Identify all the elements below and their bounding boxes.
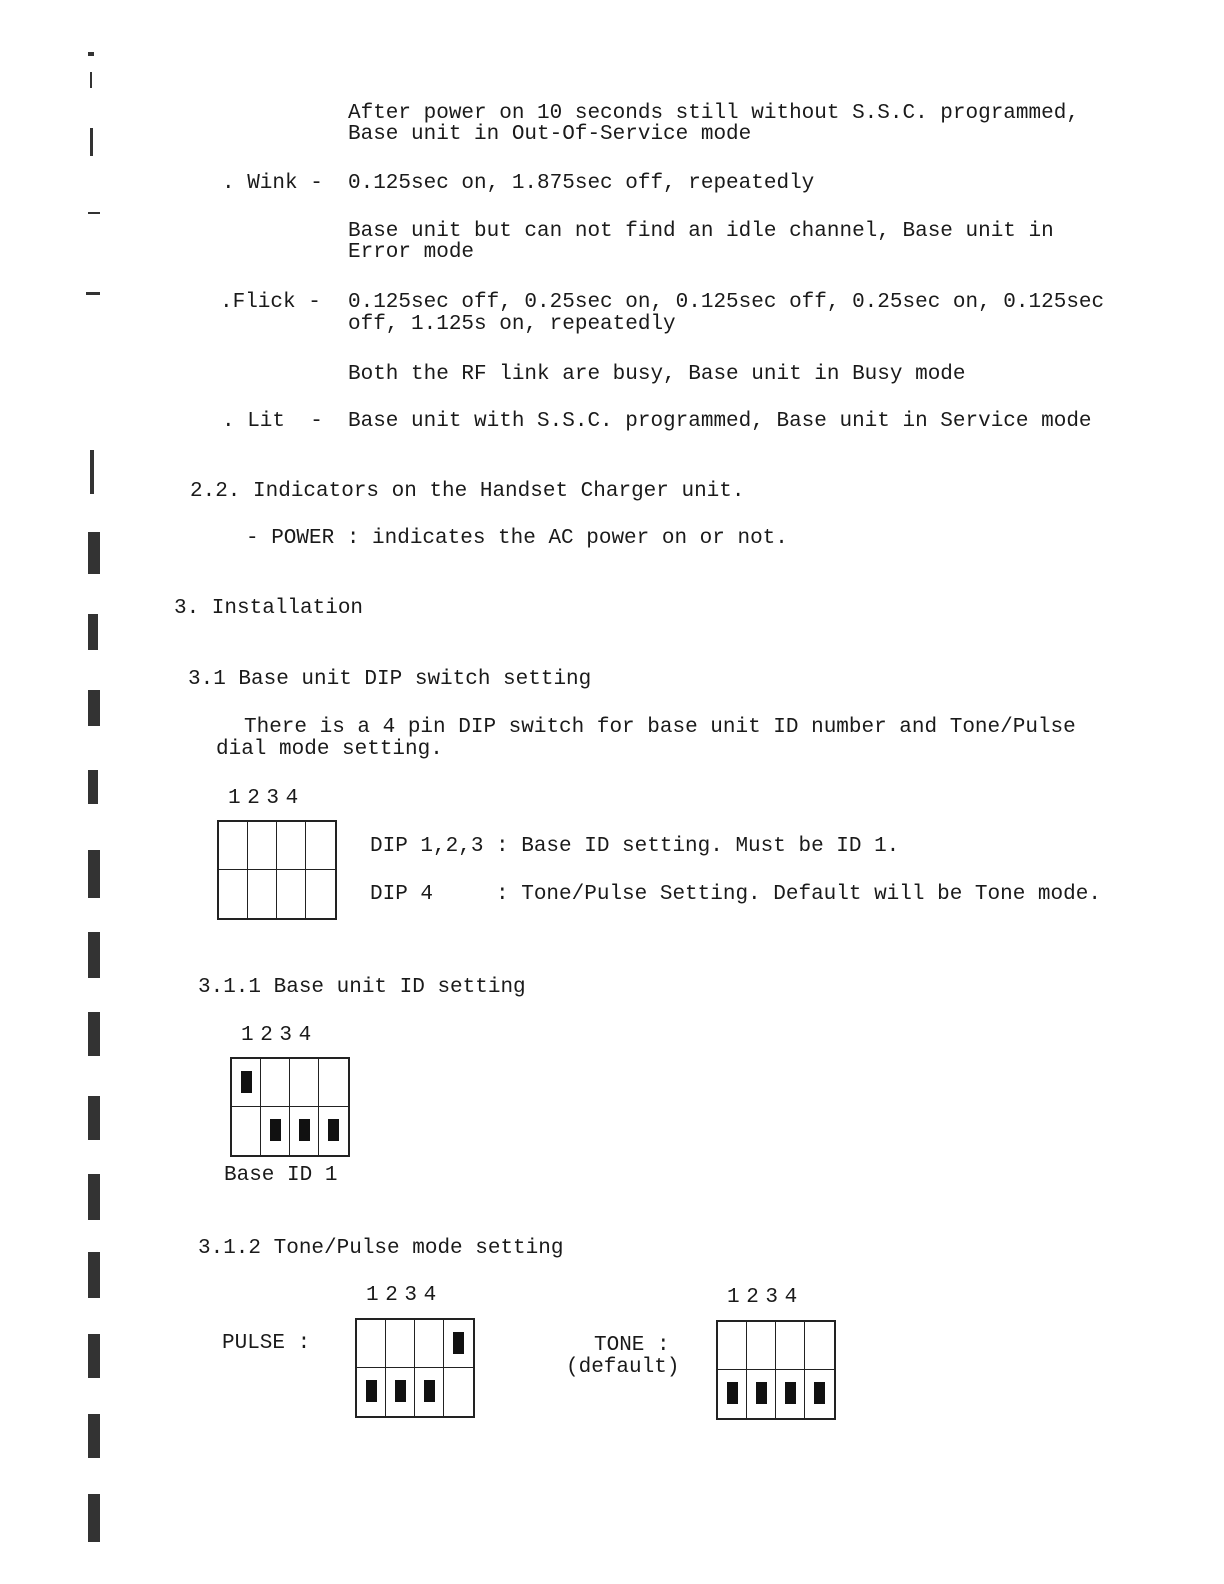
dip-switch-legend-cell bbox=[306, 822, 335, 870]
switch-knob-pin-2 bbox=[395, 1380, 406, 1402]
lit-label: . Lit - bbox=[222, 410, 323, 433]
tone-default-label: (default) bbox=[566, 1356, 680, 1379]
dip-switch-base-id-cell bbox=[232, 1059, 261, 1107]
lit-text: Base unit with S.S.C. programmed, Base unit in Service mode bbox=[348, 410, 1092, 433]
switch-knob-pin-1 bbox=[366, 1380, 377, 1402]
dip-switch-pulse-cell bbox=[415, 1368, 444, 1416]
switch-knob-pin-3 bbox=[424, 1380, 435, 1402]
section-3-1-2-heading: 3.1.2 Tone/Pulse mode setting bbox=[198, 1237, 564, 1260]
dip-switch-base-id-cell bbox=[261, 1107, 290, 1155]
dip-switch-legend-cell bbox=[248, 870, 277, 918]
switch-knob-pin-2 bbox=[756, 1382, 767, 1404]
dip-switch-base-id-cell bbox=[290, 1059, 319, 1107]
dip-switch-base-id bbox=[230, 1057, 350, 1157]
tone-label: TONE : bbox=[594, 1334, 670, 1357]
pulse-label: PULSE : bbox=[222, 1332, 311, 1355]
dip-switch-tone bbox=[716, 1320, 836, 1420]
dip-switch-tone-cell bbox=[718, 1370, 747, 1418]
dip-switch-tone-cell bbox=[805, 1370, 834, 1418]
power-indicator-line: - POWER : indicates the AC power on or not. bbox=[246, 527, 788, 550]
switch-knob-pin-2 bbox=[270, 1119, 281, 1141]
wink-desc-2: Error mode bbox=[348, 241, 475, 264]
dip-switch-legend-cell bbox=[219, 870, 248, 918]
dip-switch-pulse-cell bbox=[386, 1368, 415, 1416]
section-3-1-1-heading: 3.1.1 Base unit ID setting bbox=[198, 976, 526, 999]
dip-switch-legend-cell bbox=[219, 822, 248, 870]
dip-switch-legend-cell bbox=[277, 822, 306, 870]
dip-switch-pulse-cell bbox=[444, 1320, 473, 1368]
section-2-2-heading: 2.2. Indicators on the Handset Charger unit. bbox=[190, 480, 745, 503]
dip-switch-base-id-cell bbox=[261, 1059, 290, 1107]
dip-switch-pulse-cell bbox=[415, 1320, 444, 1368]
dip-switch-legend-cell bbox=[306, 870, 335, 918]
dip-switch-base-id-cell bbox=[319, 1107, 348, 1155]
dip-switch-pulse-cell bbox=[357, 1320, 386, 1368]
switch-knob-pin-4 bbox=[814, 1382, 825, 1404]
switch-knob-pin-1 bbox=[727, 1382, 738, 1404]
switch-knob-pin-1 bbox=[241, 1071, 252, 1093]
oos-line-1: After power on 10 seconds still without S.S.C. programmed, bbox=[348, 102, 1079, 125]
dip-switch-legend-cell bbox=[277, 870, 306, 918]
dip-switch-base-id-cell bbox=[319, 1059, 348, 1107]
dip-switch-pulse-cell bbox=[357, 1368, 386, 1416]
section-3-1-heading: 3.1 Base unit DIP switch setting bbox=[188, 668, 592, 691]
flick-label: .Flick - bbox=[220, 291, 321, 314]
dip-switch-tone-cell bbox=[776, 1370, 805, 1418]
dip-switch-tone-cell bbox=[776, 1322, 805, 1370]
pin-numbers: 1 2 3 4 bbox=[228, 787, 299, 810]
oos-line-2: Base unit in Out-Of-Service mode bbox=[348, 123, 752, 146]
dip-switch-pulse bbox=[355, 1318, 475, 1418]
dip-switch-base-id-cell bbox=[232, 1107, 261, 1155]
dip-intro-2: dial mode setting. bbox=[216, 738, 443, 761]
pin-numbers: 1 2 3 4 bbox=[727, 1286, 798, 1309]
switch-knob-pin-3 bbox=[299, 1119, 310, 1141]
pin-numbers: 1 2 3 4 bbox=[241, 1024, 312, 1047]
switch-knob-pin-4 bbox=[328, 1119, 339, 1141]
dip-switch-tone-cell bbox=[747, 1370, 776, 1418]
flick-text-1: 0.125sec off, 0.25sec on, 0.125sec off, 0.25sec on, 0.125sec bbox=[348, 291, 1105, 314]
dip-switch-legend bbox=[217, 820, 337, 920]
flick-desc: Both the RF link are busy, Base unit in Busy mode bbox=[348, 363, 966, 386]
switch-knob-pin-4 bbox=[453, 1332, 464, 1354]
dip-switch-pulse-cell bbox=[386, 1320, 415, 1368]
flick-text-2: off, 1.125s on, repeatedly bbox=[348, 313, 676, 336]
switch-knob-pin-3 bbox=[785, 1382, 796, 1404]
dip-intro-1: There is a 4 pin DIP switch for base unit ID number and Tone/Pulse bbox=[244, 716, 1076, 739]
dip-4-description: DIP 4 : Tone/Pulse Setting. Default will be Tone mode. bbox=[370, 883, 1101, 906]
dip-switch-tone-cell bbox=[747, 1322, 776, 1370]
dip-switch-tone-cell bbox=[805, 1322, 834, 1370]
base-id-caption: Base ID 1 bbox=[224, 1164, 338, 1187]
dip-1-2-3-description: DIP 1,2,3 : Base ID setting. Must be ID 1. bbox=[370, 835, 900, 858]
dip-switch-base-id-cell bbox=[290, 1107, 319, 1155]
dip-switch-tone-cell bbox=[718, 1322, 747, 1370]
wink-label: . Wink - bbox=[222, 172, 323, 195]
section-3-heading: 3. Installation bbox=[174, 597, 364, 620]
dip-switch-pulse-cell bbox=[444, 1368, 473, 1416]
wink-text: 0.125sec on, 1.875sec off, repeatedly bbox=[348, 172, 815, 195]
pin-numbers: 1 2 3 4 bbox=[366, 1284, 437, 1307]
wink-desc-1: Base unit but can not find an idle channel, Base unit in bbox=[348, 220, 1054, 243]
dip-switch-legend-cell bbox=[248, 822, 277, 870]
